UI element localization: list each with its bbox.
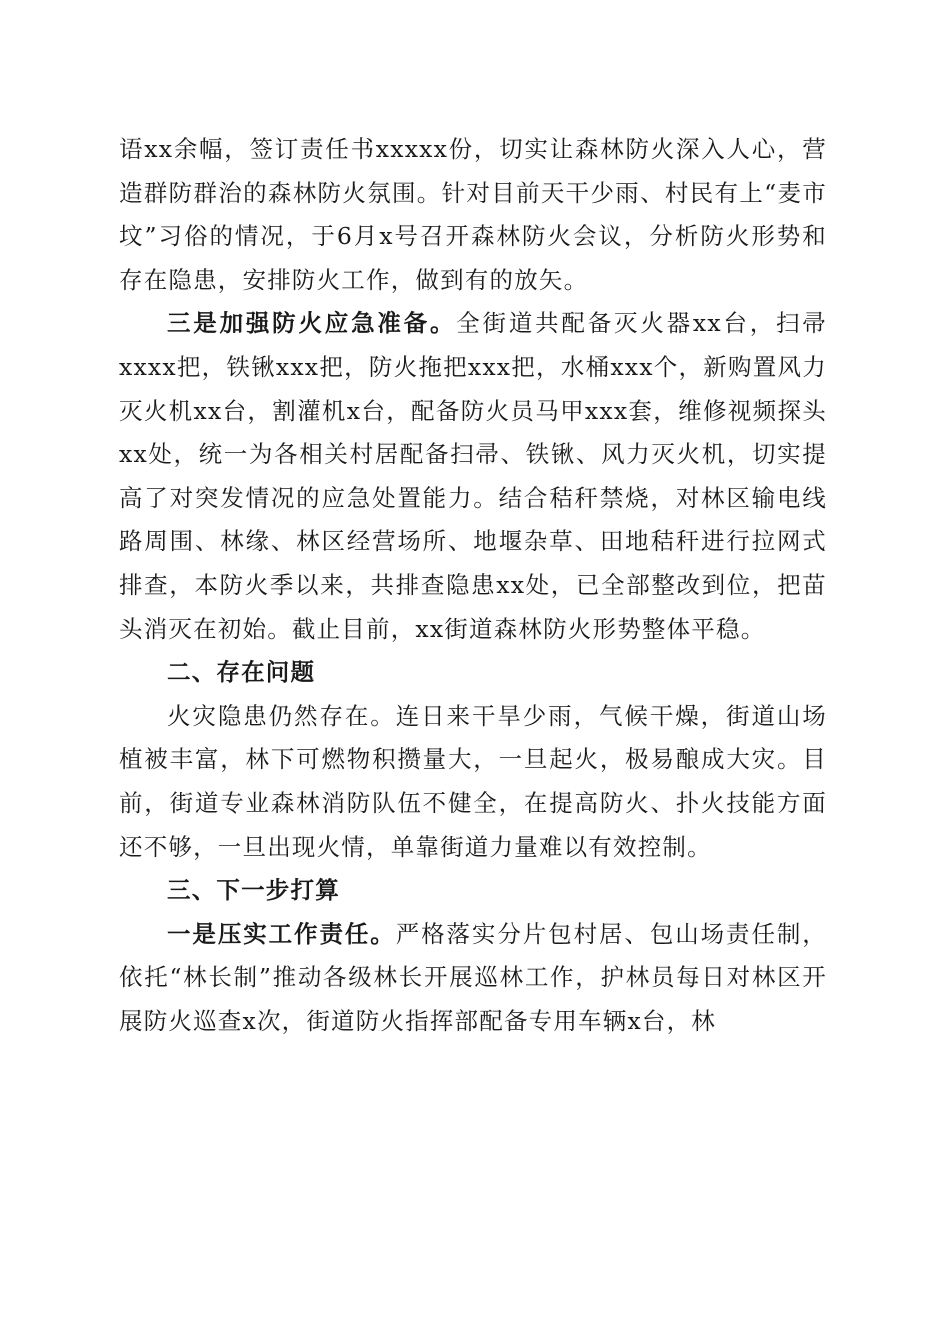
- paragraph-emergency-preparation: [119, 302, 827, 651]
- paragraph-problems: 火灾隐患仍然存在。连日来干旱少雨，气候干燥，街道山场植被丰富，林下可燃物积攒量大，一旦起火，极易酿成大灾。目前，街道专业森林消防队伍不健全，在提高防火、扑火技能方面还不够，一旦出现火情，单靠街道力量难以有效控制。: [119, 701, 827, 861]
- paragraph-lead-responsibility: 一是压实工作责任。: [167, 919, 396, 948]
- document-page: [119, 128, 827, 1043]
- paragraph-body-responsibility: 严格落实分片包村居、包山场责任制，依托“林长制”推动各级林长开展巡林工作，护林员每日对林区开展防火巡查x次，街道防火指挥部配备专用车辆x台，林: [119, 919, 827, 1035]
- paragraph-responsibility: [119, 913, 827, 1044]
- paragraph-publicity-continuation: 语xx余幅，签订责任书xxxxx份，切实让森林防火深入人心，营造群防群治的森林防火氛围。针对目前天干少雨、村民有上“麦市坟”习俗的情况，于6月x号召开森林防火会议，分析防火形势和存在隐患，安排防火工作，做到有的放矢。: [119, 135, 827, 294]
- paragraph-body-emergency: 全街道共配备灭火器xx台，扫帚xxxx把，铁锹xxx把，防火拖把xxx把，水桶xxx个，新购置风力灭火机xx台，割灌机x台，配备防火员马甲xxx套，维修视频探头xx处，统一为各相关村居配备扫帚、铁锹、风力灭火机，切实提高了对突发情况的应急处置能力。结合秸秆禁烧，对林区输电线路周围、林缘、林区经营场所、地堰杂草、田地秸秆进行拉网式排查，本防火季以来，共排查隐患xx处，已全部整改到位，把苗头消灭在初始。截止目前，xx街道森林防火形势整体平稳。: [119, 309, 827, 643]
- section-heading-next-steps: 三、下一步打算: [167, 876, 340, 905]
- section-heading-problems: 二、存在问题: [167, 658, 316, 687]
- paragraph-lead-emergency: 三是加强防火应急准备。: [167, 309, 457, 338]
